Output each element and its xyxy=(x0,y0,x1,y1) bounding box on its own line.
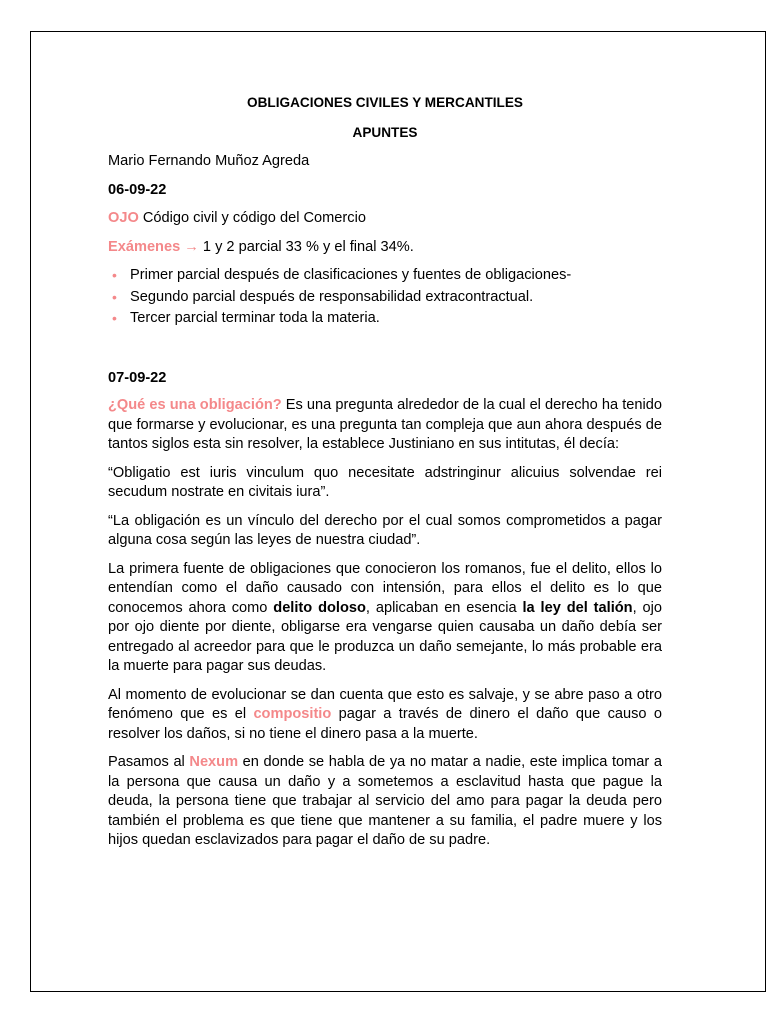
quote-latin: “Obligatio est iuris vinculum quo necesitate adstringinur alicuius solvendae rei secudum nostrate en civitais iura”. xyxy=(108,464,662,500)
paragraph-delito xyxy=(108,560,662,677)
document-title: OBLIGACIONES CIVILES Y MERCANTILES xyxy=(247,95,523,110)
list-item xyxy=(112,309,662,329)
paragraph-compositio xyxy=(108,686,662,745)
term-nexum: Nexum xyxy=(189,754,239,770)
quote-spanish: “La obligación es un vínculo del derecho por el cual somos comprometidos a pagar alguna cosa según las leyes de nuestra ciudad”. xyxy=(108,512,662,548)
examenes-note xyxy=(108,238,662,258)
paragraph-nexum xyxy=(108,753,662,851)
paragraph-text: La primera fuente de obligaciones que conocieron los romanos, fue el delito, ellos lo entendían como el daño causado con intensión, para ellos el delito es lo que conocemos ahora como xyxy=(108,560,662,616)
term-compositio: compositio xyxy=(253,706,332,722)
bullet-icon: • xyxy=(112,267,117,283)
document-body xyxy=(108,94,662,860)
list-item xyxy=(112,266,662,286)
date-heading-2: 07-09-22 xyxy=(108,369,167,386)
examenes-text: 1 y 2 parcial 33 % y el final 34%. xyxy=(198,238,414,255)
ojo-note xyxy=(108,209,662,229)
list-item-text: Primer parcial después de clasificaciones y fuentes de obligaciones- xyxy=(130,267,572,283)
term-delito-doloso: delito doloso xyxy=(273,599,366,616)
paragraph-text: pagar a través de dinero el daño que causo o resolver los daños, si no tiene el dinero pasa a la muerte. xyxy=(108,706,662,742)
document-page xyxy=(30,31,766,992)
paragraph-text: Pasamos al xyxy=(108,754,190,770)
term-ley-talion: la ley del talión xyxy=(522,599,633,616)
paragraph-text: Al momento de evolucionar se dan cuenta que esto es salvaje, y se abre paso a otro fenómeno que es el xyxy=(108,686,662,722)
author-name: Mario Fernando Muñoz Agreda xyxy=(108,153,310,169)
exam-list xyxy=(108,266,662,329)
examenes-label: Exámenes → xyxy=(108,238,199,255)
bullet-icon: • xyxy=(112,310,117,326)
ojo-label: OJO xyxy=(108,210,139,226)
list-item-text: Segundo parcial después de responsabilidad extracontractual. xyxy=(130,288,534,305)
bullet-icon: • xyxy=(112,288,117,305)
paragraph-definition xyxy=(108,396,662,455)
ojo-text: Código civil y código del Comercio xyxy=(138,210,366,226)
paragraph-text: , aplicaban en esencia xyxy=(365,599,523,616)
paragraph-text: en donde se habla de ya no matar a nadie, este implica tomar a la persona que causa un daño y a sometemos a esclavitud hasta que pague la deuda, la persona tiene que trabajar al servicio del amo para pagar la deuda pero también el problema es que tiene que mantener a su familia, el padre muere y los hijos quedan esclavizados para pagar el daño de su padre. xyxy=(108,754,662,848)
list-item-text: Tercer parcial terminar toda la materia. xyxy=(130,310,380,326)
date-heading-1: 06-09-22 xyxy=(108,181,167,198)
question-label: ¿Qué es una obligación? xyxy=(108,397,282,413)
list-item xyxy=(112,288,662,308)
section-spacer xyxy=(108,331,662,369)
question-text: Es una pregunta alrededor de la cual el derecho ha tenido que formarse y evolucionar, es una pregunta tan compleja que aun ahora después de tantos siglos esta sin resolver, la establece Justiniano en sus intitutas, él decía: xyxy=(108,397,662,452)
paragraph-text: , ojo por ojo diente por diente, obligarse era vengarse quien causaba un daño debía ser entregado al acreedor para que le produzca un daño semejante, lo más probable era la muerte para pagar sus deudas. xyxy=(108,599,662,674)
document-subtitle: APUNTES xyxy=(352,125,418,140)
